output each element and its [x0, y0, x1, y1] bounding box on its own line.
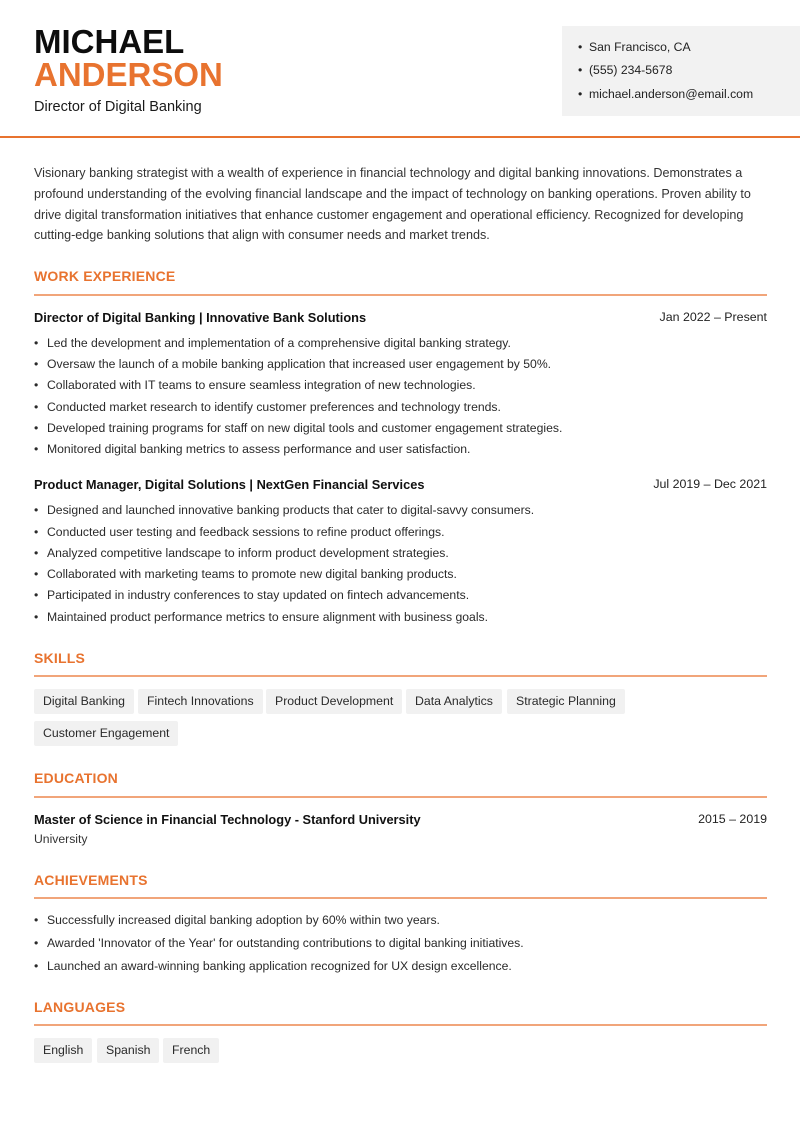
- list-item: • Maintained product performance metrics to ensure alignment with business goals.: [47, 610, 488, 624]
- section-title-skills: SKILLS: [34, 650, 85, 666]
- summary-paragraph: Visionary banking strategist with a wealth of experience in financial technology and digital banking innovations. Demonstrates a profound understanding of the evolving financial landscape and the impact of technology on banking operations. Proven ability to drive digital transformation initiatives that enhance customer engagement and operational efficiency. Recognized for developing cutting-edge banking solutions that align with consumer needs and market trends.: [34, 166, 751, 243]
- list-item: • Designed and launched innovative banking products that cater to digital-savvy consumers.: [47, 503, 534, 517]
- section-divider: [34, 796, 767, 798]
- section-title-languages: LANGUAGES: [34, 999, 126, 1015]
- skill-chip: Digital Banking: [34, 689, 134, 714]
- section-title-achievements: ACHIEVEMENTS: [34, 872, 148, 888]
- header-divider: [0, 136, 800, 138]
- list-item: • Successfully increased digital banking adoption by 60% within two years.: [47, 913, 440, 927]
- resume-header: [0, 0, 800, 137]
- contact-phone: • (555) 234-5678: [579, 63, 672, 77]
- contact-location: • San Francisco, CA: [579, 40, 691, 54]
- education-entry-date: 2015 – 2019: [698, 812, 767, 826]
- section-title-education: EDUCATION: [34, 770, 118, 786]
- list-item: • Conducted market research to identify customer preferences and technology trends.: [47, 400, 501, 414]
- skill-chip: Fintech Innovations: [138, 689, 263, 714]
- job-entry-title: Director of Digital Banking | Innovative Bank Solutions: [34, 310, 367, 325]
- job-entry-title: Product Manager, Digital Solutions | NextGen Financial Services: [34, 477, 425, 492]
- job-entry-date: Jul 2019 – Dec 2021: [653, 477, 767, 491]
- skill-chip: Data Analytics: [406, 689, 502, 714]
- section-divider: [34, 1024, 767, 1026]
- list-item: • Launched an award-winning banking application recognized for UX design excellence.: [47, 959, 512, 973]
- list-item: • Awarded 'Innovator of the Year' for outstanding contributions to digital banking initiatives.: [47, 936, 524, 950]
- language-chip: French: [163, 1038, 219, 1063]
- contact-email[interactable]: • michael.anderson@email.com: [579, 87, 753, 101]
- list-item: • Oversaw the launch of a mobile banking application that increased user engagement by 50%.: [47, 357, 551, 371]
- list-item: • Participated in industry conferences to stay updated on fintech advancements.: [47, 588, 469, 602]
- skill-chip: Strategic Planning: [507, 689, 625, 714]
- job-entry-date: Jan 2022 – Present: [659, 310, 767, 324]
- first-name: MICHAEL: [34, 23, 185, 60]
- skill-chip: Customer Engagement: [34, 721, 178, 746]
- last-name: ANDERSON: [34, 56, 223, 93]
- section-divider: [34, 675, 767, 677]
- list-item: • Collaborated with marketing teams to promote new digital banking products.: [47, 567, 457, 581]
- section-divider: [34, 294, 767, 296]
- section-divider: [34, 897, 767, 899]
- language-chip: Spanish: [97, 1038, 159, 1063]
- list-item: • Led the development and implementation of a comprehensive digital banking strategy.: [47, 336, 511, 350]
- section-title-work: WORK EXPERIENCE: [34, 268, 176, 284]
- language-chip: English: [34, 1038, 92, 1063]
- list-item: • Collaborated with IT teams to ensure seamless integration of new technologies.: [47, 378, 476, 392]
- list-item: • Analyzed competitive landscape to inform product development strategies.: [47, 546, 449, 560]
- skill-chip: Product Development: [266, 689, 402, 714]
- list-item: • Developed training programs for staff on new digital tools and customer engagement strategies.: [47, 421, 562, 435]
- list-item: • Monitored digital banking metrics to assess performance and user satisfaction.: [47, 442, 470, 456]
- education-institution-type: University: [34, 832, 88, 846]
- education-entry-title: Master of Science in Financial Technology - Stanford University: [34, 812, 421, 827]
- contact-box: [562, 26, 800, 116]
- list-item: • Conducted user testing and feedback sessions to refine product offerings.: [47, 525, 444, 539]
- job-title: Director of Digital Banking: [34, 99, 202, 115]
